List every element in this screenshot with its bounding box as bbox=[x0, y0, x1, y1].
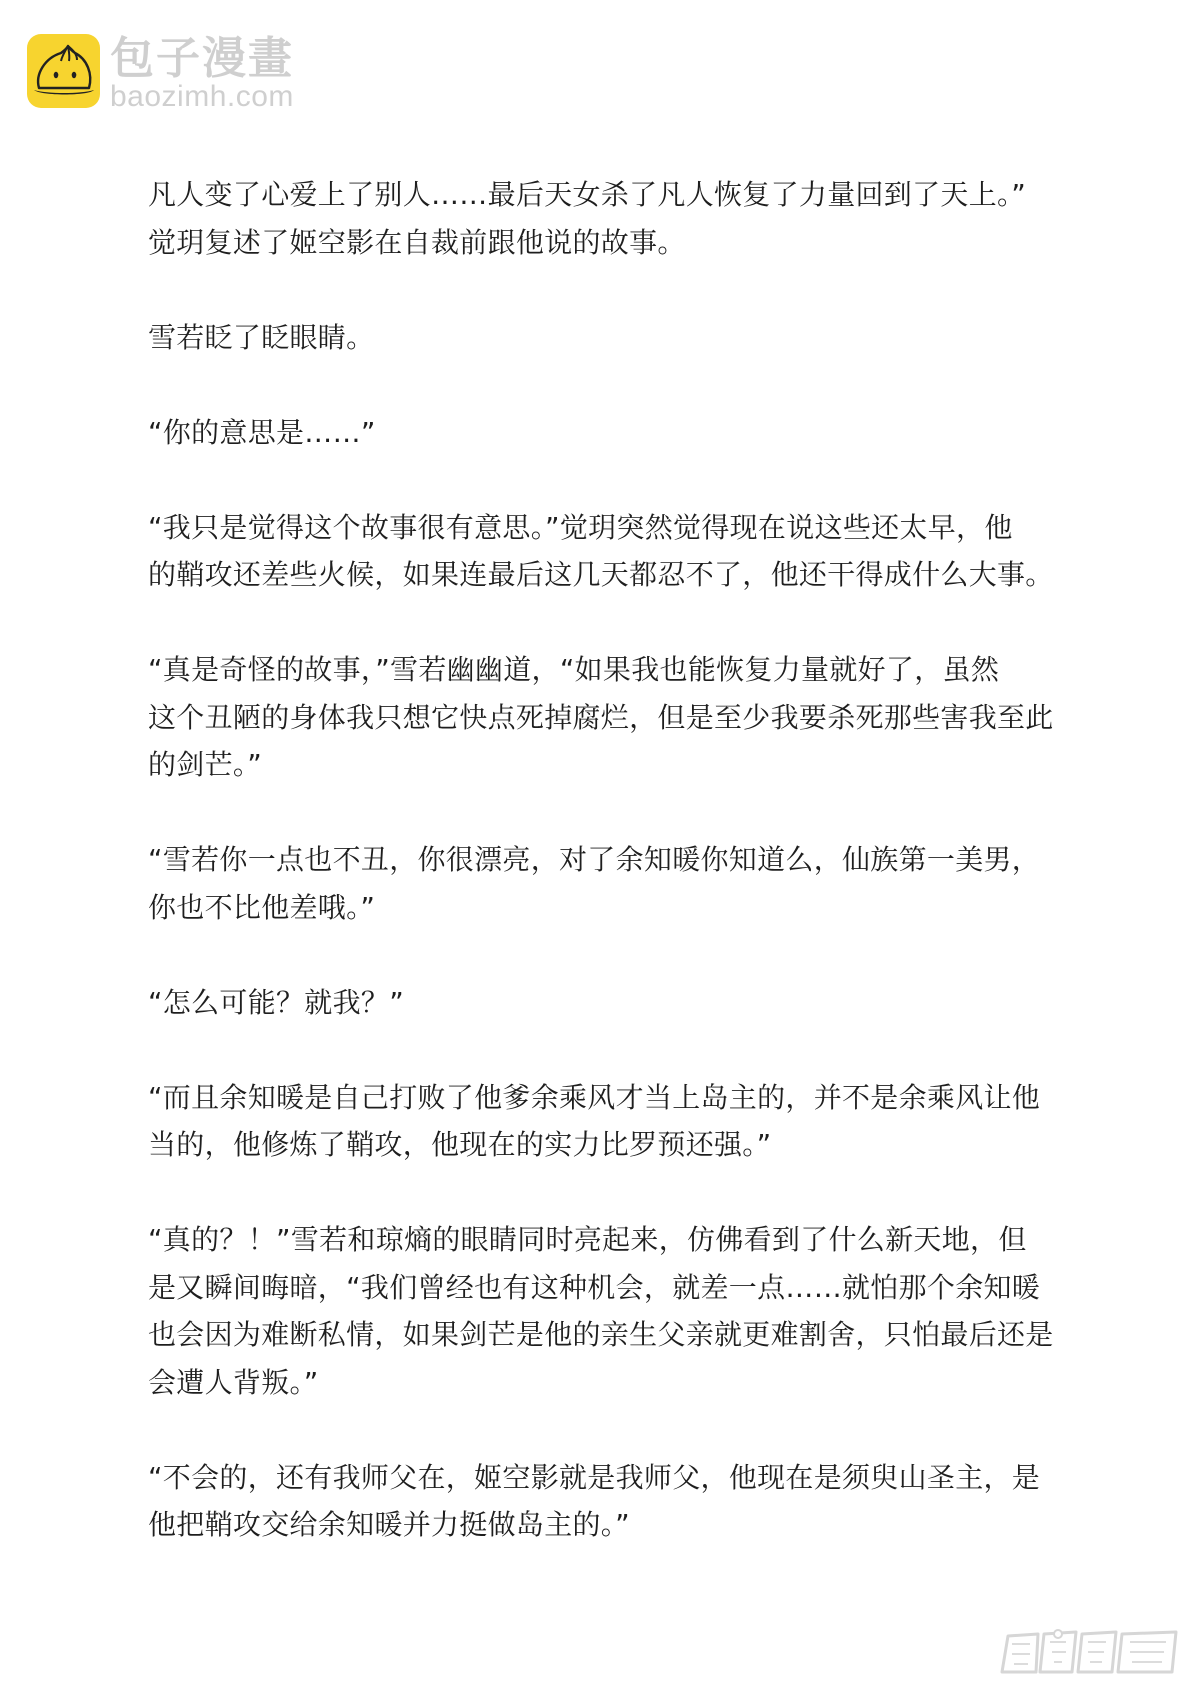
logo-text-group bbox=[110, 34, 294, 112]
text-line: 觉玥复述了姬空影在自裁前跟他说的故事。 bbox=[148, 225, 686, 259]
text-line: “怎么可能？就我？” bbox=[148, 985, 405, 1019]
text-line: “不会的，还有我师父在，姬空影就是我师父，他现在是须臾山圣主，是 bbox=[148, 1460, 1041, 1494]
baozi-bun-icon bbox=[27, 34, 100, 108]
text-line: 也会因为难断私情，如果剑芒是他的亲生父亲就更难割舍，只怕最后还是 bbox=[148, 1318, 1054, 1351]
text-line: 他把鞘攻交给余知暖并力挺做岛主的。” bbox=[148, 1508, 630, 1541]
text-line: “而且余知暖是自己打败了他爹余乘风才当上岛主的，并不是余乘风让他 bbox=[148, 1080, 1041, 1114]
paragraph bbox=[148, 314, 1064, 362]
article-body bbox=[148, 171, 1064, 1596]
logo-title: 包子漫畫 bbox=[110, 33, 294, 84]
paragraph bbox=[148, 979, 1064, 1027]
paragraph bbox=[148, 836, 1064, 931]
text-line: 的鞘攻还差些火候，如果连最后这几天都忍不了，他还干得成什么大事。 bbox=[148, 558, 1054, 591]
logo-domain: baozimh.com bbox=[110, 80, 294, 113]
text-line: 会遭人背叛。” bbox=[148, 1365, 319, 1399]
text-line: 这个丑陋的身体我只想它快点死掉腐烂，但是至少我要杀死那些害我至此 bbox=[148, 700, 1054, 734]
text-line: “我只是觉得这个故事很有意思。”觉玥突然觉得现在说这些还太早，他 bbox=[148, 510, 1013, 544]
paragraph bbox=[148, 409, 1064, 457]
paragraph bbox=[148, 646, 1064, 789]
tencent-comics-logo-icon bbox=[996, 1628, 1182, 1676]
text-line: 是又瞬间晦暗，“我们曾经也有这种机会，就差一点……就怕那个余知暖 bbox=[148, 1270, 1041, 1304]
paragraph bbox=[148, 1454, 1064, 1549]
text-line: 你也不比他差哦。” bbox=[148, 890, 376, 924]
text-line: “雪若你一点也不丑，你很漂亮，对了余知暖你知道么，仙族第一美男， bbox=[148, 843, 1041, 876]
text-line: 的剑芒。” bbox=[148, 748, 263, 781]
paragraph bbox=[148, 504, 1064, 599]
text-line: “真的？！”雪若和琼熵的眼睛同时亮起来，仿佛看到了什么新天地，但 bbox=[148, 1223, 1027, 1256]
paragraph bbox=[148, 1074, 1064, 1169]
site-logo bbox=[27, 34, 294, 112]
text-line: 当的，他修炼了鞘攻，他现在的实力比罗预还强。” bbox=[148, 1128, 772, 1161]
text-line: “你的意思是……” bbox=[148, 415, 376, 449]
text-line: “真是奇怪的故事，”雪若幽幽道，“如果我也能恢复力量就好了，虽然 bbox=[148, 653, 1000, 686]
tencent-comics-watermark bbox=[996, 1628, 1182, 1676]
paragraph bbox=[148, 1216, 1064, 1406]
text-line: 雪若眨了眨眼睛。 bbox=[148, 320, 375, 354]
text-line: 凡人变了心爱上了别人……最后天女杀了凡人恢复了力量回到了天上。” bbox=[148, 178, 1027, 211]
paragraph bbox=[148, 171, 1064, 266]
